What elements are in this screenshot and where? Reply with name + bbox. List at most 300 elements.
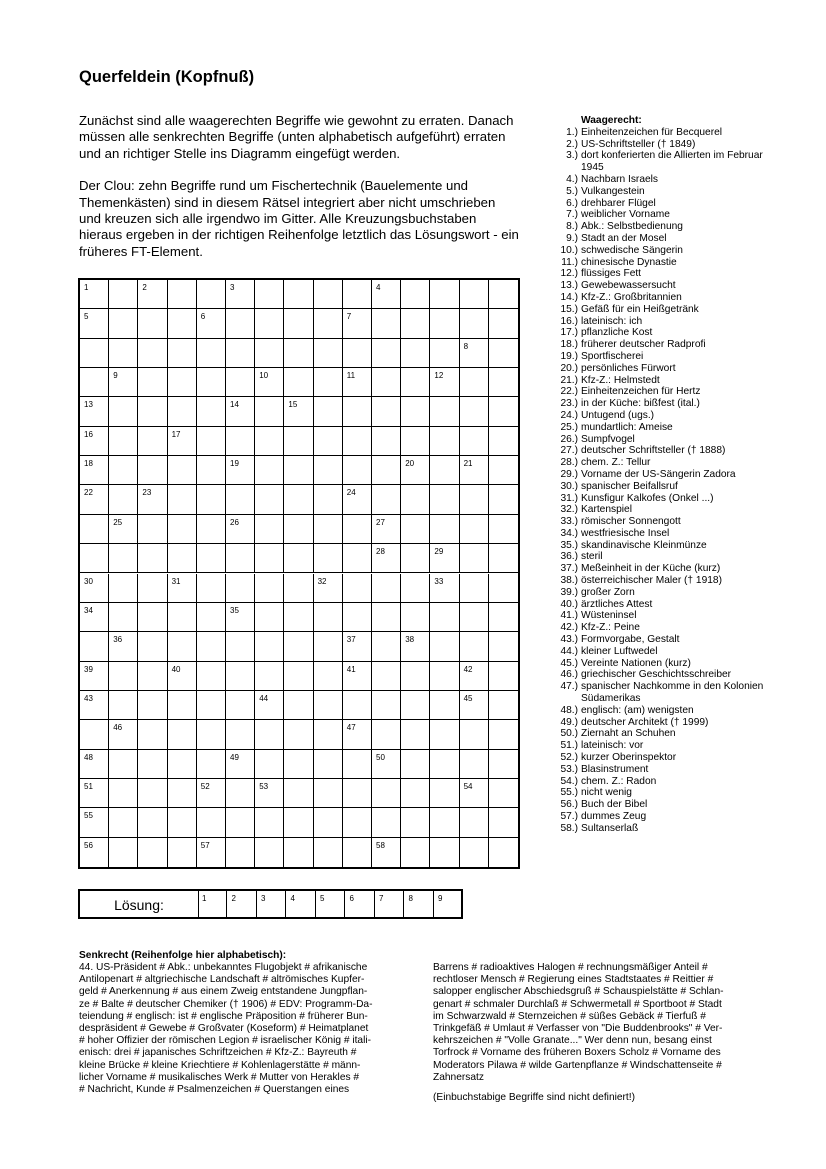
grid-cell[interactable] xyxy=(460,808,489,837)
grid-cell[interactable] xyxy=(138,838,167,867)
grid-cell[interactable] xyxy=(109,456,138,485)
grid-cell[interactable] xyxy=(401,750,430,779)
grid-cell[interactable] xyxy=(255,720,284,749)
grid-cell[interactable] xyxy=(168,603,197,632)
grid-cell[interactable] xyxy=(80,720,109,749)
grid-cell[interactable] xyxy=(401,603,430,632)
grid-cell[interactable] xyxy=(80,779,109,808)
grid-cell[interactable] xyxy=(372,808,401,837)
grid-cell[interactable] xyxy=(489,309,518,338)
grid-cell[interactable] xyxy=(168,397,197,426)
grid-cell[interactable] xyxy=(80,456,109,485)
grid-cell[interactable] xyxy=(314,779,343,808)
grid-cell[interactable] xyxy=(314,632,343,661)
grid-cell[interactable] xyxy=(138,280,167,309)
grid-cell[interactable] xyxy=(401,339,430,368)
grid-cell[interactable] xyxy=(430,544,459,573)
grid-cell[interactable] xyxy=(109,750,138,779)
grid-cell[interactable] xyxy=(284,309,313,338)
grid-cell[interactable] xyxy=(343,779,372,808)
grid-cell[interactable] xyxy=(80,397,109,426)
grid-cell[interactable] xyxy=(430,397,459,426)
grid-cell[interactable] xyxy=(197,280,226,309)
grid-cell[interactable] xyxy=(343,456,372,485)
solution-cell[interactable] xyxy=(434,891,463,917)
grid-cell[interactable] xyxy=(226,779,255,808)
solution-cell[interactable] xyxy=(198,891,227,917)
grid-cell[interactable] xyxy=(314,485,343,514)
grid-cell[interactable] xyxy=(489,779,518,808)
grid-cell[interactable] xyxy=(430,750,459,779)
grid-cell[interactable] xyxy=(343,838,372,867)
grid-cell[interactable] xyxy=(314,456,343,485)
grid-cell[interactable] xyxy=(489,515,518,544)
grid-cell[interactable] xyxy=(80,662,109,691)
grid-cell[interactable] xyxy=(372,603,401,632)
grid-cell[interactable] xyxy=(138,544,167,573)
grid-cell[interactable] xyxy=(489,720,518,749)
grid-cell[interactable] xyxy=(168,544,197,573)
grid-cell[interactable] xyxy=(284,397,313,426)
grid-cell[interactable] xyxy=(197,574,226,603)
grid-cell[interactable] xyxy=(284,779,313,808)
grid-cell[interactable] xyxy=(284,280,313,309)
grid-cell[interactable] xyxy=(226,515,255,544)
grid-cell[interactable] xyxy=(460,662,489,691)
grid-cell[interactable] xyxy=(226,309,255,338)
grid-cell[interactable] xyxy=(460,750,489,779)
grid-cell[interactable] xyxy=(80,309,109,338)
grid-cell[interactable] xyxy=(460,574,489,603)
grid-cell[interactable] xyxy=(226,632,255,661)
grid-cell[interactable] xyxy=(430,779,459,808)
grid-cell[interactable] xyxy=(430,574,459,603)
grid-cell[interactable] xyxy=(168,368,197,397)
grid-cell[interactable] xyxy=(255,603,284,632)
grid-cell[interactable] xyxy=(343,808,372,837)
grid-cell[interactable] xyxy=(197,603,226,632)
grid-cell[interactable] xyxy=(401,632,430,661)
grid-cell[interactable] xyxy=(343,632,372,661)
grid-cell[interactable] xyxy=(489,456,518,485)
grid-cell[interactable] xyxy=(109,544,138,573)
grid-cell[interactable] xyxy=(460,339,489,368)
grid-cell[interactable] xyxy=(109,691,138,720)
grid-cell[interactable] xyxy=(401,662,430,691)
grid-cell[interactable] xyxy=(284,691,313,720)
grid-cell[interactable] xyxy=(430,720,459,749)
grid-cell[interactable] xyxy=(284,515,313,544)
grid-cell[interactable] xyxy=(372,309,401,338)
grid-cell[interactable] xyxy=(460,485,489,514)
grid-cell[interactable] xyxy=(343,691,372,720)
grid-cell[interactable] xyxy=(401,456,430,485)
grid-cell[interactable] xyxy=(284,368,313,397)
grid-cell[interactable] xyxy=(372,720,401,749)
grid-cell[interactable] xyxy=(226,456,255,485)
grid-cell[interactable] xyxy=(109,397,138,426)
grid-cell[interactable] xyxy=(314,280,343,309)
grid-cell[interactable] xyxy=(109,662,138,691)
grid-cell[interactable] xyxy=(109,309,138,338)
grid-cell[interactable] xyxy=(138,397,167,426)
grid-cell[interactable] xyxy=(372,368,401,397)
grid-cell[interactable] xyxy=(489,485,518,514)
grid-cell[interactable] xyxy=(430,339,459,368)
grid-cell[interactable] xyxy=(430,280,459,309)
grid-cell[interactable] xyxy=(284,808,313,837)
grid-cell[interactable] xyxy=(430,838,459,867)
grid-cell[interactable] xyxy=(460,397,489,426)
grid-cell[interactable] xyxy=(109,779,138,808)
grid-cell[interactable] xyxy=(401,280,430,309)
grid-cell[interactable] xyxy=(197,515,226,544)
grid-cell[interactable] xyxy=(284,632,313,661)
grid-cell[interactable] xyxy=(489,397,518,426)
grid-cell[interactable] xyxy=(255,456,284,485)
grid-cell[interactable] xyxy=(255,368,284,397)
grid-cell[interactable] xyxy=(255,280,284,309)
grid-cell[interactable] xyxy=(255,662,284,691)
grid-cell[interactable] xyxy=(255,544,284,573)
grid-cell[interactable] xyxy=(80,368,109,397)
grid-cell[interactable] xyxy=(372,485,401,514)
grid-cell[interactable] xyxy=(255,515,284,544)
grid-cell[interactable] xyxy=(460,720,489,749)
grid-cell[interactable] xyxy=(80,574,109,603)
grid-cell[interactable] xyxy=(314,662,343,691)
grid-cell[interactable] xyxy=(430,515,459,544)
grid-cell[interactable] xyxy=(255,485,284,514)
grid-cell[interactable] xyxy=(138,662,167,691)
grid-cell[interactable] xyxy=(372,397,401,426)
solution-cell[interactable] xyxy=(228,891,257,917)
grid-cell[interactable] xyxy=(343,339,372,368)
grid-cell[interactable] xyxy=(255,309,284,338)
grid-cell[interactable] xyxy=(197,427,226,456)
solution-cell[interactable] xyxy=(375,891,404,917)
grid-cell[interactable] xyxy=(284,838,313,867)
grid-cell[interactable] xyxy=(314,515,343,544)
grid-cell[interactable] xyxy=(314,574,343,603)
grid-cell[interactable] xyxy=(109,280,138,309)
grid-cell[interactable] xyxy=(460,838,489,867)
grid-cell[interactable] xyxy=(401,309,430,338)
grid-cell[interactable] xyxy=(460,603,489,632)
grid-cell[interactable] xyxy=(138,808,167,837)
grid-cell[interactable] xyxy=(197,339,226,368)
grid-cell[interactable] xyxy=(343,720,372,749)
grid-cell[interactable] xyxy=(372,691,401,720)
grid-cell[interactable] xyxy=(430,485,459,514)
grid-cell[interactable] xyxy=(168,485,197,514)
grid-cell[interactable] xyxy=(109,485,138,514)
grid-cell[interactable] xyxy=(314,750,343,779)
grid-cell[interactable] xyxy=(489,750,518,779)
grid-cell[interactable] xyxy=(255,397,284,426)
grid-cell[interactable] xyxy=(226,485,255,514)
grid-cell[interactable] xyxy=(168,720,197,749)
grid-cell[interactable] xyxy=(80,427,109,456)
grid-cell[interactable] xyxy=(197,397,226,426)
grid-cell[interactable] xyxy=(460,456,489,485)
grid-cell[interactable] xyxy=(343,427,372,456)
grid-cell[interactable] xyxy=(489,574,518,603)
grid-cell[interactable] xyxy=(343,603,372,632)
grid-cell[interactable] xyxy=(430,368,459,397)
grid-cell[interactable] xyxy=(401,427,430,456)
grid-cell[interactable] xyxy=(226,368,255,397)
grid-cell[interactable] xyxy=(109,515,138,544)
grid-cell[interactable] xyxy=(489,368,518,397)
grid-cell[interactable] xyxy=(197,691,226,720)
grid-cell[interactable] xyxy=(460,632,489,661)
grid-cell[interactable] xyxy=(372,574,401,603)
grid-cell[interactable] xyxy=(109,808,138,837)
grid-cell[interactable] xyxy=(197,632,226,661)
grid-cell[interactable] xyxy=(343,750,372,779)
grid-cell[interactable] xyxy=(255,838,284,867)
grid-cell[interactable] xyxy=(284,603,313,632)
grid-cell[interactable] xyxy=(197,720,226,749)
solution-cell[interactable] xyxy=(316,891,345,917)
grid-cell[interactable] xyxy=(284,750,313,779)
grid-cell[interactable] xyxy=(197,750,226,779)
grid-cell[interactable] xyxy=(226,838,255,867)
grid-cell[interactable] xyxy=(343,368,372,397)
grid-cell[interactable] xyxy=(138,427,167,456)
grid-cell[interactable] xyxy=(489,808,518,837)
grid-cell[interactable] xyxy=(343,309,372,338)
grid-cell[interactable] xyxy=(401,574,430,603)
grid-cell[interactable] xyxy=(401,515,430,544)
grid-cell[interactable] xyxy=(314,544,343,573)
grid-cell[interactable] xyxy=(430,662,459,691)
grid-cell[interactable] xyxy=(430,632,459,661)
grid-cell[interactable] xyxy=(284,720,313,749)
grid-cell[interactable] xyxy=(138,632,167,661)
grid-cell[interactable] xyxy=(80,750,109,779)
grid-cell[interactable] xyxy=(255,574,284,603)
grid-cell[interactable] xyxy=(197,368,226,397)
grid-cell[interactable] xyxy=(226,544,255,573)
grid-cell[interactable] xyxy=(168,691,197,720)
grid-cell[interactable] xyxy=(197,485,226,514)
grid-cell[interactable] xyxy=(489,339,518,368)
grid-cell[interactable] xyxy=(489,427,518,456)
grid-cell[interactable] xyxy=(255,779,284,808)
grid-cell[interactable] xyxy=(138,339,167,368)
grid-cell[interactable] xyxy=(372,632,401,661)
grid-cell[interactable] xyxy=(109,603,138,632)
grid-cell[interactable] xyxy=(314,691,343,720)
grid-cell[interactable] xyxy=(343,280,372,309)
grid-cell[interactable] xyxy=(138,309,167,338)
grid-cell[interactable] xyxy=(80,808,109,837)
grid-cell[interactable] xyxy=(460,544,489,573)
grid-cell[interactable] xyxy=(401,720,430,749)
grid-cell[interactable] xyxy=(255,339,284,368)
grid-cell[interactable] xyxy=(372,280,401,309)
grid-cell[interactable] xyxy=(314,427,343,456)
grid-cell[interactable] xyxy=(80,280,109,309)
grid-cell[interactable] xyxy=(226,427,255,456)
grid-cell[interactable] xyxy=(80,515,109,544)
grid-cell[interactable] xyxy=(226,808,255,837)
grid-cell[interactable] xyxy=(314,397,343,426)
grid-cell[interactable] xyxy=(284,485,313,514)
grid-cell[interactable] xyxy=(460,515,489,544)
grid-cell[interactable] xyxy=(138,456,167,485)
grid-cell[interactable] xyxy=(109,368,138,397)
grid-cell[interactable] xyxy=(138,750,167,779)
grid-cell[interactable] xyxy=(109,838,138,867)
grid-cell[interactable] xyxy=(168,456,197,485)
grid-cell[interactable] xyxy=(226,691,255,720)
grid-cell[interactable] xyxy=(284,456,313,485)
grid-cell[interactable] xyxy=(284,574,313,603)
grid-cell[interactable] xyxy=(255,750,284,779)
grid-cell[interactable] xyxy=(430,691,459,720)
grid-cell[interactable] xyxy=(138,368,167,397)
grid-cell[interactable] xyxy=(255,691,284,720)
grid-cell[interactable] xyxy=(168,808,197,837)
grid-cell[interactable] xyxy=(284,662,313,691)
grid-cell[interactable] xyxy=(343,515,372,544)
grid-cell[interactable] xyxy=(197,544,226,573)
grid-cell[interactable] xyxy=(430,309,459,338)
grid-cell[interactable] xyxy=(255,427,284,456)
grid-cell[interactable] xyxy=(80,691,109,720)
grid-cell[interactable] xyxy=(314,808,343,837)
grid-cell[interactable] xyxy=(109,427,138,456)
grid-cell[interactable] xyxy=(372,544,401,573)
grid-cell[interactable] xyxy=(343,544,372,573)
grid-cell[interactable] xyxy=(460,309,489,338)
grid-cell[interactable] xyxy=(109,339,138,368)
grid-cell[interactable] xyxy=(489,280,518,309)
grid-cell[interactable] xyxy=(314,339,343,368)
grid-cell[interactable] xyxy=(460,691,489,720)
grid-cell[interactable] xyxy=(284,544,313,573)
grid-cell[interactable] xyxy=(489,662,518,691)
grid-cell[interactable] xyxy=(226,397,255,426)
grid-cell[interactable] xyxy=(460,280,489,309)
grid-cell[interactable] xyxy=(168,309,197,338)
grid-cell[interactable] xyxy=(401,808,430,837)
grid-cell[interactable] xyxy=(226,603,255,632)
grid-cell[interactable] xyxy=(109,574,138,603)
grid-cell[interactable] xyxy=(343,574,372,603)
grid-cell[interactable] xyxy=(80,603,109,632)
grid-cell[interactable] xyxy=(197,779,226,808)
grid-cell[interactable] xyxy=(401,397,430,426)
grid-cell[interactable] xyxy=(372,427,401,456)
grid-cell[interactable] xyxy=(430,427,459,456)
grid-cell[interactable] xyxy=(80,838,109,867)
grid-cell[interactable] xyxy=(197,662,226,691)
solution-cell[interactable] xyxy=(257,891,286,917)
grid-cell[interactable] xyxy=(226,339,255,368)
solution-cell[interactable] xyxy=(346,891,375,917)
solution-cell[interactable] xyxy=(405,891,434,917)
grid-cell[interactable] xyxy=(226,662,255,691)
grid-cell[interactable] xyxy=(372,515,401,544)
grid-cell[interactable] xyxy=(343,662,372,691)
grid-cell[interactable] xyxy=(197,309,226,338)
grid-cell[interactable] xyxy=(401,485,430,514)
grid-cell[interactable] xyxy=(109,720,138,749)
grid-cell[interactable] xyxy=(197,838,226,867)
grid-cell[interactable] xyxy=(314,603,343,632)
grid-cell[interactable] xyxy=(226,280,255,309)
grid-cell[interactable] xyxy=(372,838,401,867)
grid-cell[interactable] xyxy=(168,779,197,808)
grid-cell[interactable] xyxy=(489,838,518,867)
grid-cell[interactable] xyxy=(168,838,197,867)
grid-cell[interactable] xyxy=(314,720,343,749)
grid-cell[interactable] xyxy=(372,339,401,368)
grid-cell[interactable] xyxy=(197,456,226,485)
grid-cell[interactable] xyxy=(401,544,430,573)
grid-cell[interactable] xyxy=(138,691,167,720)
grid-cell[interactable] xyxy=(138,720,167,749)
grid-cell[interactable] xyxy=(80,544,109,573)
grid-cell[interactable] xyxy=(401,779,430,808)
grid-cell[interactable] xyxy=(138,515,167,544)
grid-cell[interactable] xyxy=(109,632,138,661)
grid-cell[interactable] xyxy=(168,339,197,368)
grid-cell[interactable] xyxy=(168,280,197,309)
grid-cell[interactable] xyxy=(430,456,459,485)
grid-cell[interactable] xyxy=(168,662,197,691)
grid-cell[interactable] xyxy=(401,368,430,397)
grid-cell[interactable] xyxy=(401,691,430,720)
grid-cell[interactable] xyxy=(343,485,372,514)
grid-cell[interactable] xyxy=(80,339,109,368)
grid-cell[interactable] xyxy=(489,691,518,720)
grid-cell[interactable] xyxy=(372,662,401,691)
grid-cell[interactable] xyxy=(80,632,109,661)
grid-cell[interactable] xyxy=(168,515,197,544)
grid-cell[interactable] xyxy=(255,632,284,661)
grid-cell[interactable] xyxy=(138,779,167,808)
grid-cell[interactable] xyxy=(314,368,343,397)
grid-cell[interactable] xyxy=(460,779,489,808)
grid-cell[interactable] xyxy=(430,808,459,837)
grid-cell[interactable] xyxy=(168,427,197,456)
grid-cell[interactable] xyxy=(489,544,518,573)
grid-cell[interactable] xyxy=(284,339,313,368)
grid-cell[interactable] xyxy=(226,574,255,603)
grid-cell[interactable] xyxy=(489,603,518,632)
solution-cell[interactable] xyxy=(287,891,316,917)
grid-cell[interactable] xyxy=(460,368,489,397)
grid-cell[interactable] xyxy=(226,750,255,779)
grid-cell[interactable] xyxy=(255,808,284,837)
grid-cell[interactable] xyxy=(226,720,255,749)
grid-cell[interactable] xyxy=(372,456,401,485)
grid-cell[interactable] xyxy=(284,427,313,456)
grid-cell[interactable] xyxy=(138,485,167,514)
grid-cell[interactable] xyxy=(138,603,167,632)
grid-cell[interactable] xyxy=(489,632,518,661)
grid-cell[interactable] xyxy=(168,632,197,661)
grid-cell[interactable] xyxy=(168,574,197,603)
grid-cell[interactable] xyxy=(197,808,226,837)
grid-cell[interactable] xyxy=(460,427,489,456)
grid-cell[interactable] xyxy=(314,838,343,867)
